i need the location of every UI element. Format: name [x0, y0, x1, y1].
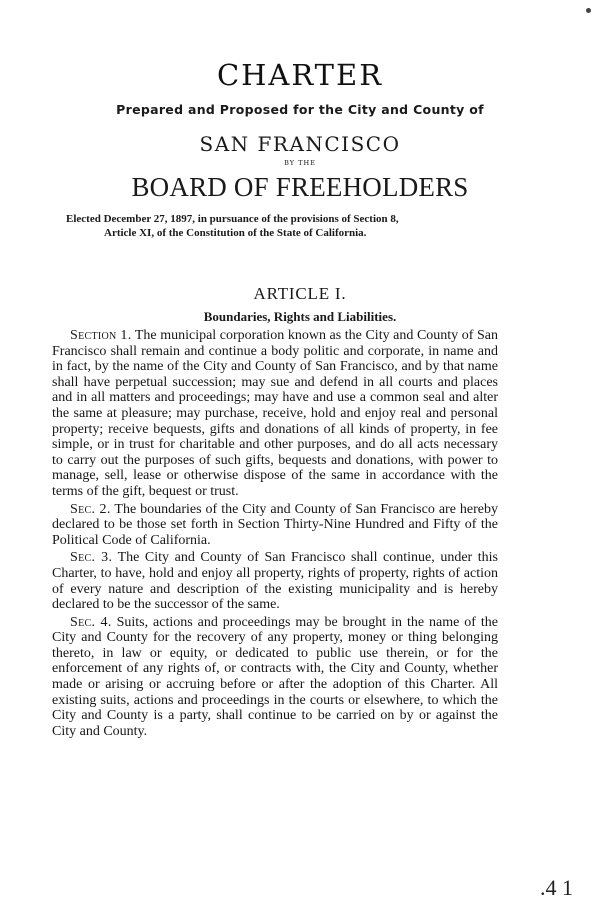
page-mark: .4 1	[540, 875, 573, 900]
section-text: The municipal corporation known as the City and County of San Francisco shall remain and continue a body politic and corporate, in name and in fact, by the name of the City and County of San Francisco, and by that name shall have perpetual succession; may sue and defend in all courts and places and in all matters and proceedings; may have and use a common seal and alter the same at pleasure; may purchase, receive, hold and enjoy real and personal property; receive bequests, gifts and donations of all kinds of property, in fee simple, or in trust for charitable and other purposes, and do all acts necessary to carry out the purposes of such gifts, bequests and donations, with power to manage, sell, lease or otherwise dispose of the same in accordance with the terms of the gift, bequest or trust.	[52, 328, 498, 499]
section-2	[52, 502, 498, 549]
section-label: Sec. 4.	[70, 614, 112, 630]
article-heading: ARTICLE I.	[253, 284, 347, 303]
section-label: Sec. 2.	[70, 501, 111, 517]
section-text: The City and County of San Francisco shall continue, under this Charter, to have, hold and enjoy all property, rights of property, rights of action of every nature and description of the existing municipality and is hereby declared to be the successor of the same.	[52, 550, 498, 613]
document-title: CHARTER	[216, 58, 384, 92]
article-body	[52, 328, 498, 741]
corner-dot	[586, 8, 591, 13]
section-text: The boundaries of the City and County of San Francisco are hereby declared to be those set forth in Section Thirty-Nine Hundred and Fifty of the Political Code of California.	[52, 501, 498, 548]
document-subtitle: Prepared and Proposed for the City and County of	[116, 102, 484, 117]
section-3	[52, 550, 498, 612]
elected-note-line-1: Elected December 27, 1897, in pursuance of the provisions of Section 8,	[66, 213, 399, 225]
section-label: Sec. 3.	[70, 550, 113, 566]
article-header	[40, 284, 560, 325]
city-name: SAN FRANCISCO	[199, 132, 401, 156]
board-title: BOARD OF FREEHOLDERS	[131, 172, 469, 202]
elected-note-line-2: Article XI, of the Constitution of the State of California.	[104, 227, 367, 239]
elected-note	[40, 212, 560, 240]
section-label: Section 1.	[70, 328, 132, 343]
by-the-label: BY THE	[284, 159, 316, 167]
charter-header	[40, 58, 560, 240]
section-1	[52, 328, 498, 500]
article-subheading: Boundaries, Rights and Liabilities.	[203, 309, 397, 324]
section-text: Suits, actions and proceedings may be brought in the name of the City and County for the recovery of any property, money or thing belonging thereto, in law or equity, or dedicated to public use therein, or for the enforcement of any rights of, or contracts with, the City and County, whether made or arising or accruing before or after the adoption of this Charter. All existing suits, actions and proceedings in the courts or elsewhere, to which the City and County is a party, shall continue to be carried on by or against the City and County.	[52, 614, 498, 739]
section-4	[52, 615, 498, 740]
